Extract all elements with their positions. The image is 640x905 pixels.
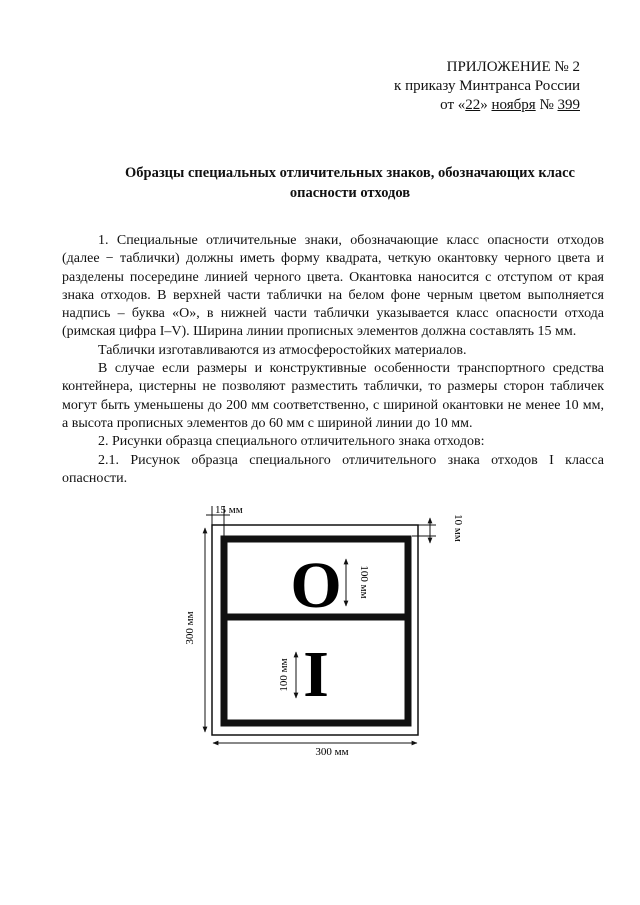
dim-10mm-label: 10 мм [452, 514, 464, 542]
dim-100mm-top-label: 100 мм [358, 565, 370, 599]
sign-letter-o: O [290, 549, 342, 622]
dim-300mm-left-label: 300 мм [184, 611, 196, 645]
title-line-2: опасности отходов [289, 185, 411, 201]
appendix-title: ПРИЛОЖЕНИЕ № 2 [446, 59, 580, 75]
title-line-1: Образцы специальных отличительных знаков, обозначающих класс [125, 165, 575, 181]
paragraph-5: 2.1. Рисунок образца специального отличительного знака отходов I класса опасности. [62, 452, 604, 486]
paragraph-2: Таблички изготавливаются из атмосферостойких материалов. [98, 342, 467, 358]
number-sign: № [535, 97, 558, 113]
sign-letter-roman-one: I [303, 638, 329, 711]
date-mid: » [480, 97, 492, 113]
appendix-order: к приказу Минтранса России [394, 78, 580, 94]
paragraph-1: 1. Специальные отличительные знаки, обозначающие класс опасности отходов (далее − таблички) должны иметь форму квадрата, четкую окантовку черного цвета и разделены посередине линией черного цвета. Окантовка наносится с отступом от края знака отходов. В верхней части таблички на белом фоне черным цветом выполняется надпись – буква «О», в нижней части таблички указывается класс опасности отхода (римская цифра I–V). Ширина линии прописных элементов должна составлять 15 мм. [62, 233, 604, 340]
dim-15mm-label: 15 мм [215, 504, 243, 516]
paragraph-4: 2. Рисунки образца специального отличительного знака отходов: [98, 434, 485, 450]
date-prefix: от « [440, 97, 466, 113]
paragraph-3: В случае если размеры и конструктивные особенности транспортного средства контейнера, цистерны не позволяют разместить таблички, то размеры сторон табличек могут быть уменьшены до 200 мм соответственно, с шириной окантовки не менее 10 мм, а высота прописных элементов до 60 мм с шириной линии до 10 мм. [62, 361, 604, 431]
date-day: 22 [465, 97, 481, 113]
order-number: 399 [557, 97, 580, 113]
dim-100mm-bottom-label: 100 мм [278, 658, 290, 692]
dim-300mm-bottom-label: 300 мм [315, 746, 349, 758]
date-month: ноября [491, 97, 536, 113]
